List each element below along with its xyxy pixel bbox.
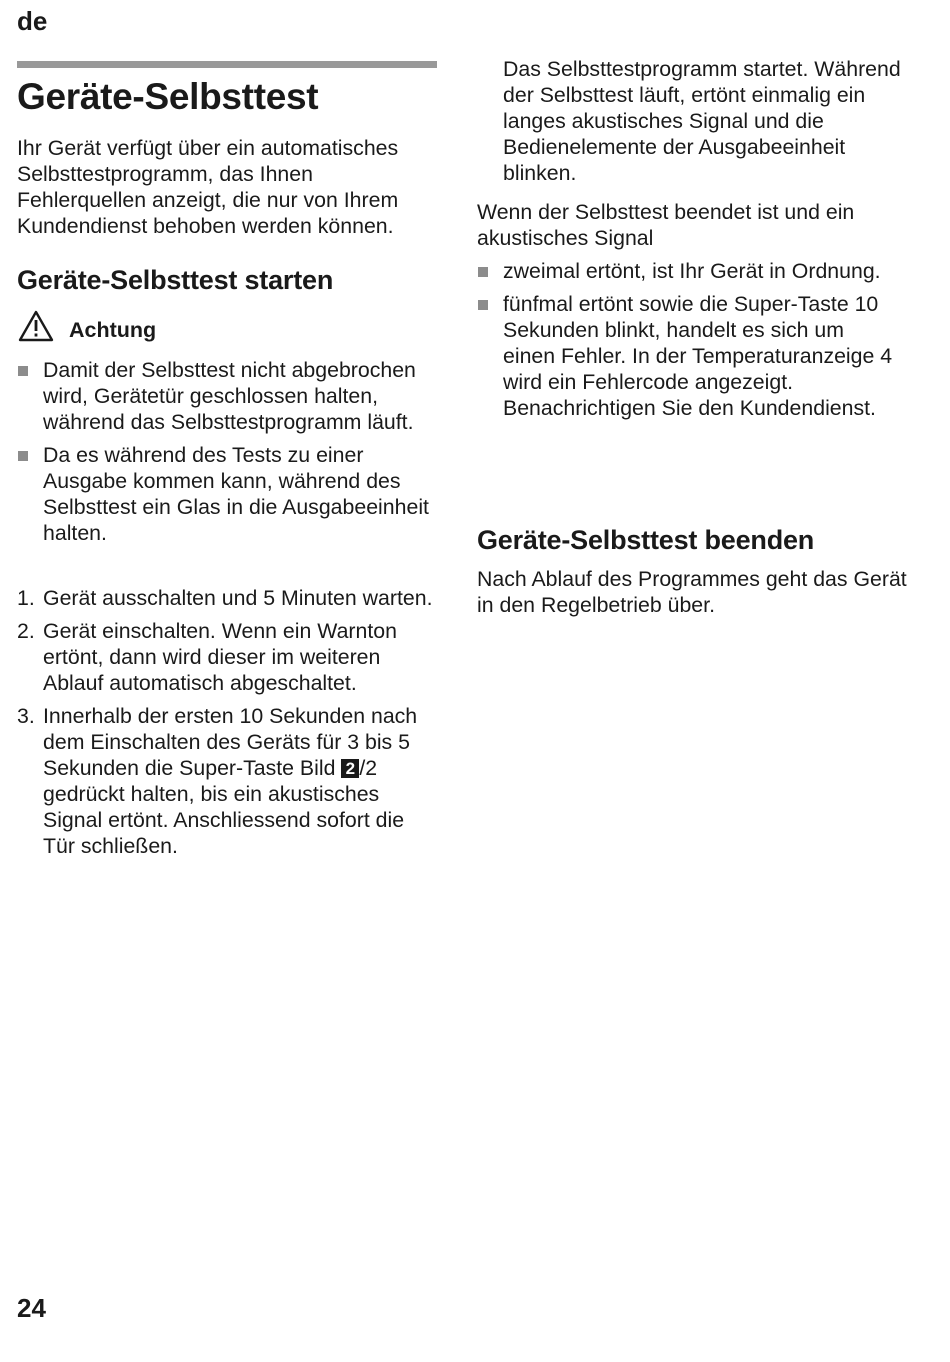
step-text: Gerät einschalten. Wenn ein Warnton ertönt, dann wird dieser im weiteren Ablauf automatisch abgeschaltet. [43, 619, 397, 695]
list-item: Damit der Selbsttest nicht abgebrochen wird, Gerätetür geschlossen halten, während das Selbsttestprogramm läuft. [17, 357, 437, 435]
section-end-paragraph: Nach Ablauf des Programmes geht das Gerät in den Regelbetrieb über. [477, 567, 907, 617]
language-tag: de [17, 6, 48, 36]
warning-header [17, 309, 156, 343]
section-end-heading: Geräte-Selbsttest beenden [477, 525, 815, 555]
step-text-before: Innerhalb der ersten 10 Sekunden nach dem Einschalten des Geräts für 3 bis 5 Sekunden die Super-Taste Bild [43, 704, 418, 780]
intro-paragraph: Ihr Gerät verfügt über ein automatisches Selbsttestprogramm, das Ihnen Fehlerquellen anzeigt, die nur von Ihrem Kundendienst behoben werden können. [17, 136, 399, 238]
step-text: Gerät ausschalten und 5 Minuten warten. [43, 586, 433, 610]
result-intro-paragraph: Wenn der Selbsttest beendet ist und ein akustisches Signal [477, 200, 855, 250]
result-list [477, 258, 897, 428]
list-item: zweimal ertönt, ist Ihr Gerät in Ordnung. [477, 258, 897, 284]
warning-label: Achtung [69, 318, 157, 342]
list-item: Da es während des Tests zu einer Ausgabe kommen kann, während des Selbsttest ein Glas in die Ausgabeeinheit halten. [17, 442, 437, 546]
warning-triangle-icon [17, 309, 55, 343]
page-title: Geräte-Selbsttest [17, 76, 319, 117]
step-number: 2. [17, 619, 35, 643]
page-number: 24 [17, 1293, 46, 1323]
warning-list [17, 357, 437, 553]
list-item [17, 703, 437, 859]
step-number: 3. [17, 704, 35, 728]
list-item: fünfmal ertönt sowie die Super-Taste 10 Sekunden blinkt, handelt es sich um einen Fehler. In der Temperaturanzeige 4 wird ein Fehlercode angezeigt. Benachrichtigen Sie den Kundendienst. [477, 291, 897, 421]
steps-list [17, 585, 437, 866]
step-text-after: /2 gedrückt halten, bis ein akustisches Signal ertönt. Anschliessend sofort die Tür schließen. [43, 756, 405, 858]
list-item [17, 585, 437, 611]
title-rule [17, 61, 437, 68]
step-number: 1. [17, 586, 35, 610]
step3-result-paragraph: Das Selbsttestprogramm startet. Während der Selbsttest läuft, ertönt einmalig ein langes akustisches Signal und die Bedienelemente der Ausgabeeinheit blinken. [503, 57, 901, 185]
list-item [17, 618, 437, 696]
section-start-heading: Geräte-Selbsttest starten [17, 265, 334, 295]
figure-ref-badge: 2 [341, 759, 359, 778]
